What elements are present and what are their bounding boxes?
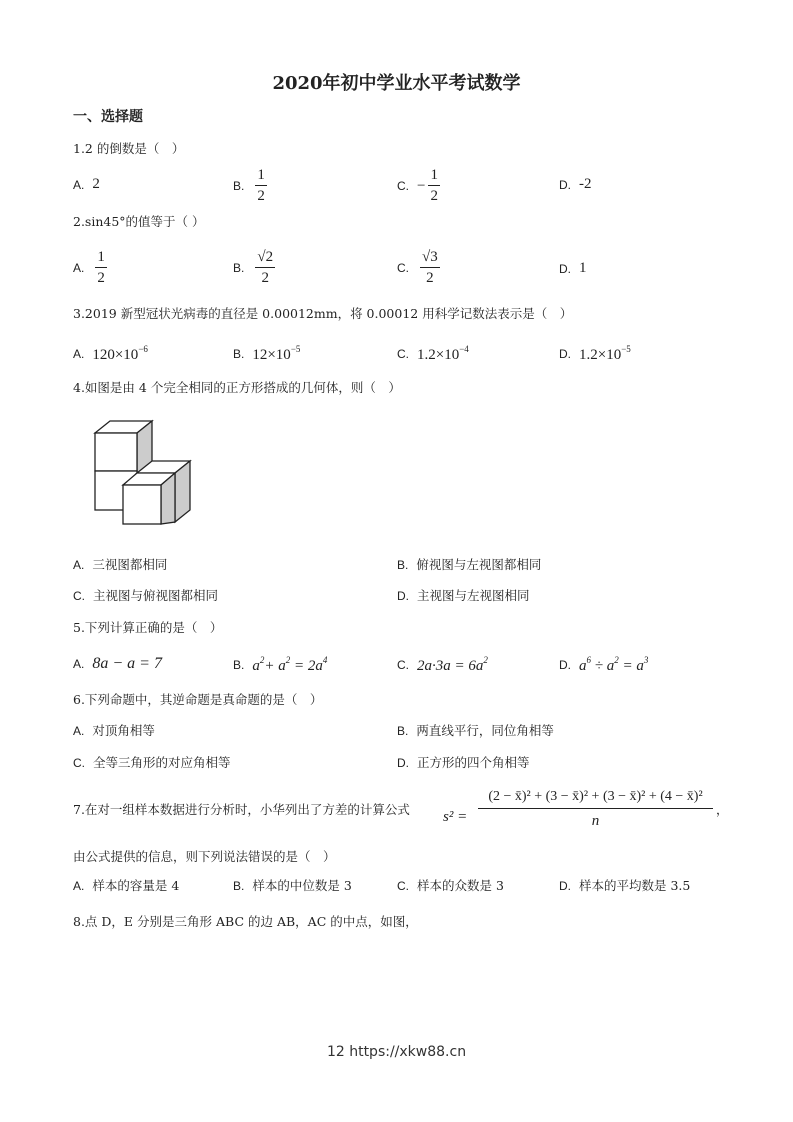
q1-option-d: D. -2 (559, 176, 592, 192)
q3-option-c: C. $1.2\times 10^{-4}$ (397, 344, 469, 363)
q3-option-b: B. $12\times 10^{-5}$ (233, 344, 301, 363)
q6-option-a: A. 对顶角相等 (73, 723, 155, 739)
q4-option-c: C. 主视图与俯视图都相同 (73, 588, 219, 604)
q5-stem: 5.下列计算正确的是（ ） (73, 620, 223, 635)
q6-stem: 6.下列命题中，其逆命题是真命题的是（ ） (73, 692, 323, 707)
cube-front-upper (95, 433, 137, 471)
q2-option-a: A. $\frac{1}{2}$ (73, 249, 105, 286)
cube-right-front (123, 485, 161, 524)
q7-option-d: D. 样本的平均数是 3.5 (559, 878, 691, 894)
q4-option-a: A. 三视图都相同 (73, 557, 168, 573)
q6-option-b: B. 两直线平行，同位角相等 (397, 723, 554, 739)
q3-option-d: D. $1.2\times 10^{-5}$ (559, 344, 631, 363)
q8-stem: 8.点 D，E 分别是三角形 ABC 的边 AB，AC 的中点，如图， (73, 914, 418, 929)
q2-stem: 2.sin45°的值等于（ ） (73, 214, 205, 229)
q7-option-b: B. 样本的中位数是 3 (233, 878, 352, 894)
cube-figure (90, 418, 200, 530)
q4-option-d: D. 主视图与左视图相同 (397, 588, 530, 604)
q5-option-d: D. $a^6 \div a^2 = a^3$ (559, 655, 649, 674)
q5-option-c: C. $2a\cdot 3a = 6a^2$ (397, 655, 488, 674)
q2-option-b: B. $\frac{√2}{2}$ (233, 249, 274, 286)
q4-stem: 4.如图是由 4 个完全相同的正方形搭成的几何体，则（ ） (73, 380, 401, 395)
q6-option-c: C. 全等三角形的对应角相等 (73, 755, 231, 771)
q7-stem: 7.在对一组样本数据进行分析时，小华列出了方差的计算公式 (73, 802, 410, 817)
q1-stem: 1.2 的倒数是（ ） (73, 141, 185, 156)
q7-formula-fraction: (2 − x̄)² + (3 − x̄)² + (3 − x̄)² + (4 − x̄)² n (478, 790, 713, 829)
q7-formula-lhs: s² = (443, 809, 468, 825)
page-footer: 12 https://xkw88.cn (326, 1044, 467, 1060)
q7-comma: ， (716, 802, 729, 817)
page-title: 2020年初中学业水平考试数学 (272, 73, 521, 94)
q6-option-d: D. 正方形的四个角相等 (397, 755, 530, 771)
q4-option-b: B. 俯视图与左视图都相同 (397, 557, 542, 573)
q1-option-c: C. − $\frac{1}{2}$ (397, 167, 438, 204)
q3-option-a: A. $120\times 10^{-6}$ (73, 344, 148, 363)
q1-option-b: B. $\frac{1}{2}$ (233, 167, 265, 204)
section-heading: 一、选择题 (73, 109, 143, 125)
q2-option-d: D. 1 (559, 260, 587, 276)
q7-stem-2: 由公式提供的信息，则下列说法错误的是（ ） (73, 849, 336, 864)
q1-option-a: A. 2 (73, 176, 100, 192)
q5-option-a: A. 8a − a = 7 (73, 655, 162, 672)
q3-stem: 3.2019 新型冠状光病毒的直径是 0.00012mm，将 0.00012 用科学记数法表示是（ ） (73, 306, 573, 321)
q2-option-c: C. $\frac{√3}{2}$ (397, 249, 438, 286)
q5-option-b: B. $a^2+ a^2 = 2a^4$ (233, 655, 328, 674)
q7-option-c: C. 样本的众数是 3 (397, 878, 504, 894)
q7-option-a: A. 样本的容量是 4 (73, 878, 180, 894)
